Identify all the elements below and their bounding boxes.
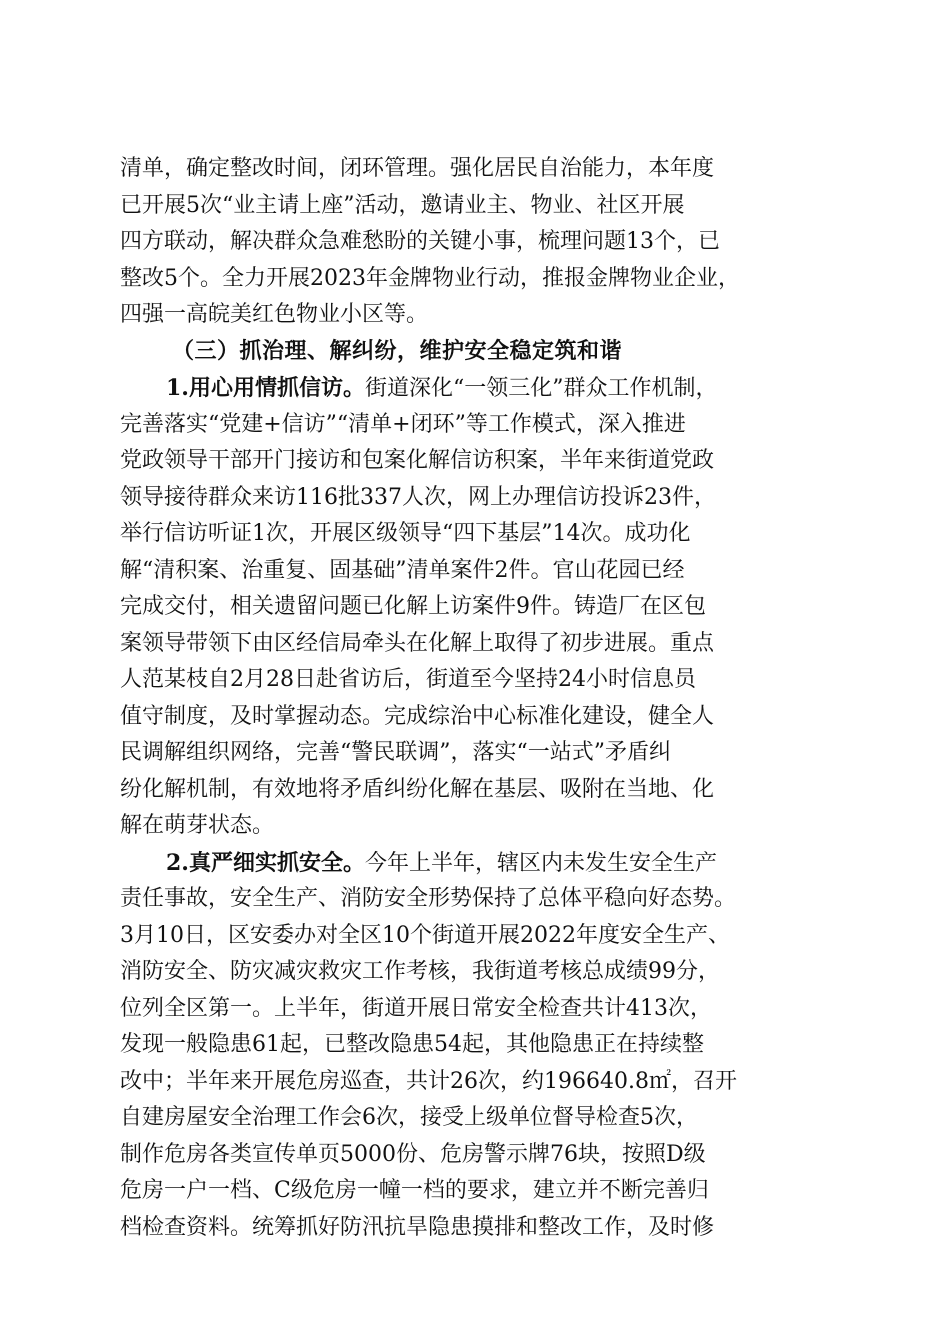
body-text-line: 完善落实“党建+信访”“清单+闭环”等工作模式，深入推进 xyxy=(120,411,686,437)
body-text-line: 已开展5次“业主请上座”活动，邀请业主、物业、社区开展 xyxy=(120,192,685,218)
body-text-line: 发现一般隐患61起，已整改隐患54起，其他隐患正在持续整 xyxy=(120,1032,704,1057)
body-text-line: 四方联动，解决群众急难愁盼的关键小事，梳理问题13个，已 xyxy=(120,229,720,254)
body-text-line: 领导接待群众来访116批337人次，网上办理信访投诉23件， xyxy=(120,484,716,510)
body-text-line: 改中；半年来开展危房巡查，共计26次，约196640.8㎡，召开 xyxy=(120,1068,737,1094)
body-text-line: 四强一高皖美红色物业小区等。 xyxy=(120,302,429,327)
paragraph-text: 街道深化“一领三化”群众工作机制， xyxy=(364,376,718,401)
body-text-line: 党政领导干部开门接访和包案化解信访积案，半年来街道党政 xyxy=(120,448,715,473)
body-text-line: 解“清积案、治重复、固基础”清单案件2件。官山花园已经 xyxy=(120,557,685,583)
body-text-line: 制作危房各类宣传单页5000份、危房警示牌76块，按照D级 xyxy=(120,1141,706,1167)
body-text-line: 完成交付，相关遗留问题已化解上访案件9件。铸造厂在区包 xyxy=(120,594,706,619)
body-text-line: 3月10日，区安委办对全区10个街道开展2022年度安全生产、 xyxy=(120,922,730,948)
paragraph-first-line xyxy=(120,845,830,882)
body-text-line: 举行信访听证1次，开展区级领导“四下基层”14次。成功化 xyxy=(120,521,691,546)
paragraph-first-line xyxy=(120,370,830,407)
body-text-line: 自建房屋安全治理工作会6次，接受上级单位督导检查5次， xyxy=(120,1105,698,1130)
body-text-line: 人范某枝自2月28日赴省访后，街道至今坚持24小时信息员 xyxy=(120,667,696,692)
body-text-line: 档检查资料。统筹抓好防汛抗旱隐患摸排和整改工作，及时修 xyxy=(120,1214,715,1240)
body-text-line: 值守制度，及时掌握动态。完成综治中心标准化建设，健全人 xyxy=(120,703,715,729)
body-text-line: 整改5个。全力开展2023年金牌物业行动，推报金牌物业企业， xyxy=(120,265,740,291)
body-text-line: 危房一户一档、C级危房一幢一档的要求，建立并不断完善归 xyxy=(120,1178,709,1203)
document-body xyxy=(120,151,830,1246)
body-text-line: 消防安全、防灾减灾救灾工作考核，我街道考核总成绩99分， xyxy=(120,959,720,984)
body-text-line: 民调解组织网络，完善“警民联调”，落实“一站式”矛盾纠 xyxy=(120,740,671,765)
body-text-line: 案领导带领下由区经信局牵头在化解上取得了初步进展。重点 xyxy=(120,630,715,656)
section-heading: （三）抓治理、解纠纷，维护安全稳定筑和谐 xyxy=(172,338,623,364)
paragraph-lead: 2.真严细实抓安全。 xyxy=(166,849,365,876)
paragraph-text: 今年上半年，辖区内未发生安全生产 xyxy=(364,850,717,876)
body-text-line: 解在萌芽状态。 xyxy=(120,813,275,838)
body-text-line: 位列全区第一。上半年，街道开展日常安全检查共计413次， xyxy=(120,995,712,1021)
body-text-line: 责任事故，安全生产、消防安全形势保持了总体平稳向好态势。 xyxy=(120,886,737,911)
body-text-line: 纷化解机制，有效地将矛盾纠纷化解在基层、吸附在当地、化 xyxy=(120,776,715,802)
paragraph-lead: 1.用心用情抓信访。 xyxy=(166,375,365,401)
body-text-line: 清单，确定整改时间，闭环管理。强化居民自治能力，本年度 xyxy=(120,156,715,181)
